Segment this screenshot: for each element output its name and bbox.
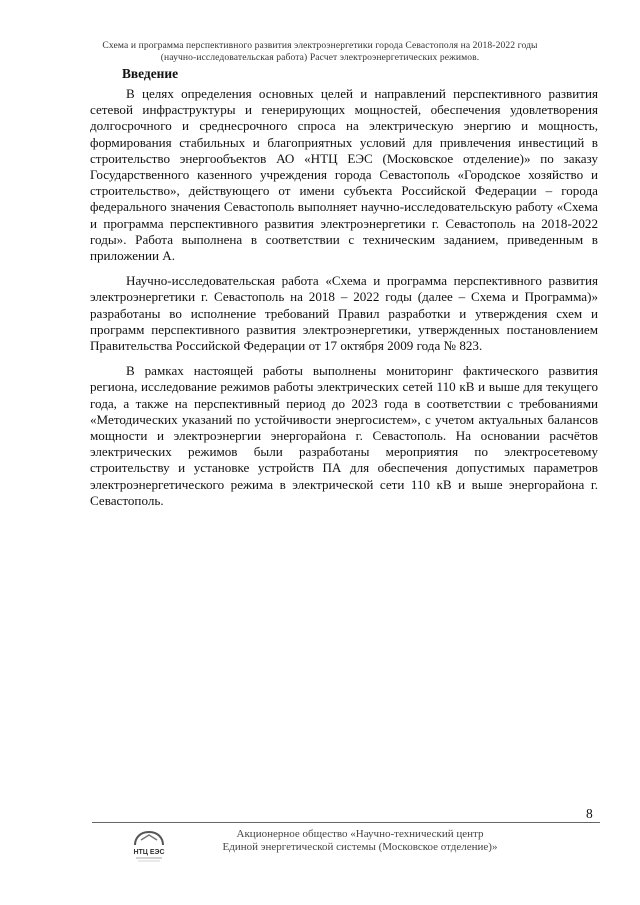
paragraph-1: В целях определения основных целей и направлений перспективного развития сетевой инфраструктуры и генерирующих мощностей, обеспечения удовлетворения долгосрочного и среднесрочного спроса на электрическую энергию и мощность, формирования стабильных и благоприятных условий для привлечения инвестиций в строительство энергообъектов АО «НТЦ ЕЭС (Московское отделение)» по заказу Государственного казенного учреждения города Севастополь «Городское хозяйство и строительство», действующего от имени субъекта Российской Федерации – города федерального значения Севастополь выполняет научно-исследовательскую работу «Схема и программа перспективного развития электроэнергетики г. Севастополь на 2018-2022 годы». Работа выполнена в соответствии с техническим заданием, приведенным в приложении А. xyxy=(90,86,598,264)
body-text xyxy=(90,86,598,518)
paragraph-2: Научно-исследовательская работа «Схема и программа перспективного развития электроэнергетики г. Севастополь на 2018 – 2022 годы (далее – Схема и Программа)» разработаны во исполнение требований Правил разработки и утверждения схем и программ перспективного развития электроэнергетики, утвержденных постановлением Правительства Российской Федерации от 17 октября 2009 года № 823. xyxy=(90,273,598,354)
footer-line-2: Единой энергетической системы (Московское отделение)» xyxy=(222,841,498,853)
section-title: Введение xyxy=(122,66,179,81)
header-line-2: (научно-исследовательская работа) Расчет электроэнергетических режимов. xyxy=(160,52,480,63)
footer-line-1: Акционерное общество «Научно-технический центр xyxy=(236,828,484,840)
page-number: 8 xyxy=(586,806,593,821)
running-header xyxy=(0,40,640,64)
header-line-1: Схема и программа перспективного развития электроэнергетики города Севастополя на 2018-2022 годы xyxy=(102,40,538,51)
footer-divider xyxy=(92,822,600,823)
company-logo xyxy=(132,830,166,866)
footer xyxy=(200,828,520,854)
paragraph-3: В рамках настоящей работы выполнены мониторинг фактического развития региона, исследование режимов работы электрических сетей 110 кВ и выше для текущего года, а также на перспективный период до 2023 года в соответствии с требованиями «Методических указаний по устойчивости энергосистем», с учетом актуальных балансов мощности и электроэнергии энергорайона г. Севастополь. На основании расчётов электрических режимов были разработаны мероприятия по электросетевому строительству и установке устройств ПА для обеспечения допустимых параметров электроэнергетического режима в электрической сети 110 кВ и выше энергорайона г. Севастополь. xyxy=(90,363,598,508)
logo-text: НТЦ ЕЭС xyxy=(133,849,165,856)
